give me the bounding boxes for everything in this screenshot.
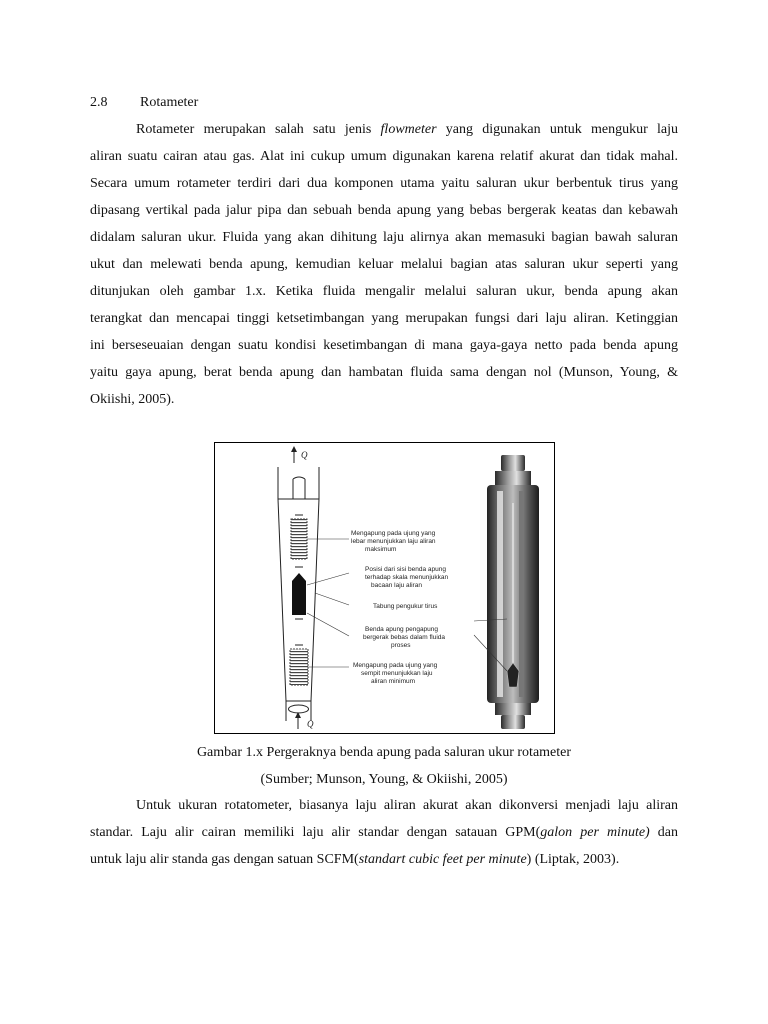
section-number: 2.8 (90, 95, 108, 110)
annotation-tapered-tube (373, 603, 438, 610)
inlet-opening (289, 705, 309, 713)
paragraph1-line11: Okiishi, 2005). (90, 392, 175, 407)
annotation-text: Mengapung pada ujung yang (351, 530, 436, 537)
paragraph1-line9: ini berseseuaian dengan suatu kondisi kesetimbangan di mana gaya-gaya netto pada benda apung (90, 338, 678, 353)
float-bottom-position (290, 649, 308, 685)
annotation-text: Benda apung pengapung (365, 626, 439, 633)
annotation-text: bacaan laju aliran (371, 582, 422, 589)
paragraph1-line8: terangkat dan mencapai tinggi ketsetimbangan yang merupakan fungsi dari laju aliran. Ketinggian (90, 311, 678, 326)
outlet-arrow-icon (291, 446, 297, 463)
annotation-text: bergerak bebas dalam fluida (363, 634, 446, 641)
annotation-text: sempit menunjukkan laju (361, 670, 433, 677)
paragraph1-line4: dipasang vertikal pada jalur pipa dan sebuah benda apung yang bebas bergerak keatas dan kebawah (90, 203, 678, 218)
annotation-free-float (363, 626, 445, 649)
inlet-arrow-icon (295, 712, 301, 729)
text-run: yang digunakan untuk mengukur laju (436, 122, 679, 137)
paragraph2-line2 (90, 825, 678, 841)
figure-caption: Gambar 1.x Pergeraknya benda apung pada saluran ukur rotameter (196, 745, 572, 760)
annotation-text: Mengapung pada ujung yang (353, 662, 438, 669)
paragraph1-line3: Secara umum rotameter terdiri dari dua komponen utama yaitu saluran ukur berbentuk tirus yang (90, 176, 678, 191)
emphasis-flowmeter: flowmeter (380, 122, 437, 137)
rotameter-figure (214, 442, 555, 734)
text-run: standar. Laju alir cairan memiliki laju alir standar dengan satauan GPM( (90, 825, 541, 840)
paragraph1-line1 (136, 122, 678, 138)
annotation-text: terhadap skala menunjukkan (365, 574, 449, 581)
paragraph2-line1: Untuk ukuran rotatometer, biasanya laju aliran akurat akan dikonversi menjadi laju aliran (136, 798, 678, 813)
annotation-text: proses (391, 642, 411, 649)
text-run: Rotameter merupakan salah satu jenis (136, 122, 381, 137)
rotameter-diagram (215, 443, 554, 733)
emphasis-gpm: galon per minute) (540, 825, 650, 840)
paragraph1-line5: didalam saluran ukur. Fluida yang akan dihitung laju alirnya akan memasuki bagian bawah saluran (90, 230, 678, 245)
outlet-flow-label: Q (301, 450, 308, 460)
text-run: ) (Liptak, 2003). (526, 852, 620, 867)
annotation-text: maksimum (365, 546, 397, 553)
annotation-text: Posisi dari sisi benda apung (365, 566, 446, 573)
annotation-float-position (365, 566, 448, 589)
annotation-text: lebar menunjukkan laju aliran (351, 538, 436, 545)
section-heading (90, 95, 198, 111)
rotameter-photo (487, 455, 539, 729)
inlet-flow-label: Q (307, 719, 314, 729)
paragraph1-line2: aliran suatu cairan atau gas. Alat ini cukup umum digunakan karena relatif akurat dan tidak mahal. (90, 149, 678, 164)
annotation-min-flow (353, 662, 438, 685)
float-current-position (292, 573, 306, 615)
text-run: dan (649, 825, 678, 840)
float-top-position (291, 519, 307, 559)
emphasis-scfm: standart cubic feet per minute (358, 852, 527, 867)
paragraph1-line7: ditunjukan oleh gambar 1.x. Ketika fluida mengalir melalui saluran ukur, benda apung akan (90, 284, 678, 299)
annotation-max-flow (351, 530, 436, 553)
text-run: untuk laju alir standa gas dengan satuan SCFM( (90, 852, 359, 867)
paragraph1-line6: ukut dan melewati benda apung, kemudian keluar melalui bagian atas saluran ukur seperti yang (90, 257, 678, 272)
paragraph2-line3 (90, 852, 619, 868)
section-title: Rotameter (140, 95, 199, 110)
figure-source: (Sumber; Munson, Young, & Okiishi, 2005) (260, 772, 508, 787)
annotation-text: Tabung pengukur tirus (373, 603, 438, 610)
paragraph1-line10: yaitu gaya apung, berat benda apung dan hambatan fluida sama dengan nol (Munson, Young, & (90, 365, 678, 380)
annotation-text: aliran minimum (371, 678, 416, 685)
